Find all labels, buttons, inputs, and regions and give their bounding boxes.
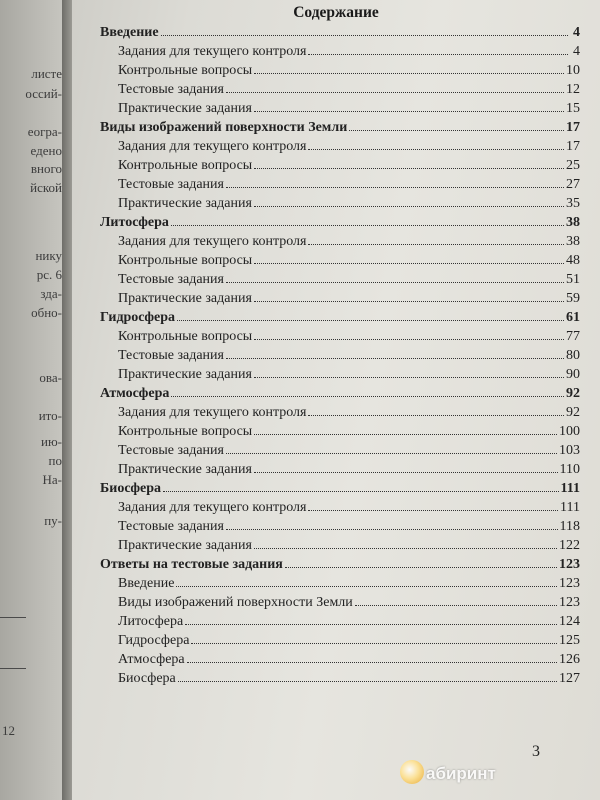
toc-section xyxy=(100,22,580,41)
dot-leader xyxy=(308,54,568,55)
dot-leader xyxy=(308,244,564,245)
toc-entry-page: 92 xyxy=(566,386,580,401)
toc-entry-page: 125 xyxy=(559,633,580,648)
prev-page-text: по xyxy=(48,453,62,468)
toc-entry-page: 61 xyxy=(566,310,580,325)
toc-entry-title: Гидросфера xyxy=(100,310,176,325)
toc-entry-page: 100 xyxy=(559,424,580,439)
toc-entry xyxy=(100,592,580,611)
toc-entry-title: Контрольные вопросы xyxy=(118,424,253,439)
prev-page-rule xyxy=(0,668,26,669)
page-number: 3 xyxy=(532,743,540,760)
dot-leader xyxy=(171,396,564,397)
toc-entry xyxy=(100,497,580,516)
prev-page-text: обно- xyxy=(31,305,62,320)
toc-entry-page: 118 xyxy=(559,519,580,534)
toc-entry-title: Задания для текущего контроля xyxy=(118,44,307,59)
toc-entry xyxy=(100,364,580,383)
toc-entry xyxy=(100,345,580,364)
dot-leader xyxy=(308,415,564,416)
toc-entry xyxy=(100,193,580,212)
dot-leader xyxy=(349,130,564,131)
prev-page-text: ию- xyxy=(41,434,62,449)
toc-entry-page: 51 xyxy=(566,272,580,287)
dot-leader xyxy=(191,643,557,644)
toc-entry xyxy=(100,516,580,535)
toc-entry-title: Практические задания xyxy=(118,367,252,382)
dot-leader xyxy=(163,491,558,492)
toc-entry-title: Виды изображений поверхности Земли xyxy=(118,595,353,610)
prev-page-text: листе xyxy=(31,66,62,81)
prev-page-number: 12 xyxy=(2,723,15,738)
toc-entry xyxy=(100,98,580,117)
toc-entry-page: 92 xyxy=(566,405,580,420)
toc-entry-title: Тестовые задания xyxy=(118,443,224,458)
toc-entry-title: Ответы на тестовые задания xyxy=(100,557,283,572)
dot-leader xyxy=(308,510,558,511)
toc-entry xyxy=(100,60,580,79)
prev-page-text: оссий- xyxy=(25,86,62,101)
toc-entry-page: 12 xyxy=(566,82,580,97)
toc-entry-page: 126 xyxy=(559,652,580,667)
toc-entry-title: Тестовые задания xyxy=(118,519,224,534)
toc-title: Содержание xyxy=(293,4,379,21)
dot-leader xyxy=(177,320,564,321)
toc-entry-title: Задания для текущего контроля xyxy=(118,139,307,154)
dot-leader xyxy=(254,168,564,169)
toc-entry-page: 17 xyxy=(566,120,580,135)
toc-entry-title: Контрольные вопросы xyxy=(118,329,253,344)
dot-leader xyxy=(254,434,557,435)
toc-section xyxy=(100,478,580,497)
toc-entry xyxy=(100,231,580,250)
dot-leader xyxy=(254,111,564,112)
dot-leader xyxy=(254,339,564,340)
toc-entry-title: Атмосфера xyxy=(100,386,170,401)
toc-section xyxy=(100,117,580,136)
toc-entry xyxy=(100,269,580,288)
prev-page-text: ито- xyxy=(38,408,62,423)
toc-entry xyxy=(100,630,580,649)
toc-entry-title: Задания для текущего контроля xyxy=(118,234,307,249)
toc-entry-title: Практические задания xyxy=(118,462,252,477)
toc-entry-title: Введение xyxy=(118,576,175,591)
toc-entry xyxy=(100,136,580,155)
toc-section xyxy=(100,307,580,326)
toc-entry-page: 4 xyxy=(573,44,580,59)
toc-entry-page: 48 xyxy=(566,253,580,268)
toc-entry xyxy=(100,174,580,193)
toc-entry-page: 124 xyxy=(559,614,580,629)
dot-leader xyxy=(226,358,564,359)
toc-entry-title: Тестовые задания xyxy=(118,82,224,97)
toc-entry-title: Контрольные вопросы xyxy=(118,253,253,268)
dot-leader xyxy=(254,263,564,264)
toc-entry-title: Практические задания xyxy=(118,538,252,553)
toc-entry-title: Контрольные вопросы xyxy=(118,63,253,78)
toc-entry xyxy=(100,573,580,592)
toc-entry xyxy=(100,155,580,174)
dot-leader xyxy=(254,472,558,473)
toc-entry xyxy=(100,41,580,60)
dot-leader xyxy=(187,662,557,663)
toc-entry-title: Практические задания xyxy=(118,101,252,116)
dot-leader xyxy=(254,73,564,74)
toc-entry xyxy=(100,535,580,554)
toc-entry xyxy=(100,440,580,459)
dot-leader xyxy=(226,453,557,454)
book-gutter xyxy=(62,0,72,800)
toc-entry xyxy=(100,649,580,668)
toc-entry-page: 59 xyxy=(566,291,580,306)
previous-page-edge xyxy=(0,0,62,800)
toc-entry xyxy=(100,459,580,478)
toc-entry xyxy=(100,611,580,630)
prev-page-text: еогра- xyxy=(27,124,62,139)
toc-entry xyxy=(100,402,580,421)
dot-leader xyxy=(185,624,557,625)
prev-page-text: вного xyxy=(30,161,62,176)
toc-entry-title: Контрольные вопросы xyxy=(118,158,253,173)
toc-section xyxy=(100,383,580,402)
toc-entry-page: 77 xyxy=(566,329,580,344)
dot-leader xyxy=(226,92,564,93)
toc-entry-title: Практические задания xyxy=(118,196,252,211)
dot-leader xyxy=(254,377,564,378)
toc-entry-page: 111 xyxy=(560,500,580,515)
toc-entry-title: Литосфера xyxy=(100,215,169,230)
dot-leader xyxy=(254,548,557,549)
toc-entry xyxy=(100,326,580,345)
toc-entry-page: 10 xyxy=(566,63,580,78)
toc-entry-page: 80 xyxy=(566,348,580,363)
toc-entry-page: 90 xyxy=(566,367,580,382)
prev-page-text: пу- xyxy=(44,513,62,528)
dot-leader xyxy=(285,567,557,568)
dot-leader xyxy=(254,301,564,302)
toc-entry-page: 25 xyxy=(566,158,580,173)
dot-leader xyxy=(355,605,557,606)
toc-entry-title: Биосфера xyxy=(100,481,162,496)
toc-entry xyxy=(100,288,580,307)
prev-page-rule xyxy=(0,617,26,618)
toc-entry-page: 110 xyxy=(559,462,580,477)
toc-entry-page: 4 xyxy=(573,25,580,40)
dot-leader xyxy=(226,187,564,188)
toc-entry xyxy=(100,421,580,440)
prev-page-text: йской xyxy=(30,180,62,195)
book-page xyxy=(72,0,600,800)
watermark: абиринт xyxy=(426,764,496,783)
dot-leader xyxy=(254,206,564,207)
toc-entry-page: 111 xyxy=(560,481,580,496)
toc-entry-page: 15 xyxy=(566,101,580,116)
toc-entry-title: Практические задания xyxy=(118,291,252,306)
toc-entry-title: Тестовые задания xyxy=(118,348,224,363)
toc-entry xyxy=(100,668,580,687)
toc-section xyxy=(100,212,580,231)
toc-entry-page: 122 xyxy=(559,538,580,553)
prev-page-text: На- xyxy=(42,472,62,487)
dot-leader xyxy=(178,681,557,682)
dot-leader xyxy=(171,225,564,226)
prev-page-text: рс. 6 xyxy=(36,267,62,282)
toc-entry-title: Введение xyxy=(100,25,159,40)
toc-entry-title: Задания для текущего контроля xyxy=(118,500,307,515)
labirint-logo-icon xyxy=(400,760,424,784)
toc-entry-title: Атмосфера xyxy=(118,652,185,667)
toc-entry-page: 38 xyxy=(566,234,580,249)
toc-entry-page: 127 xyxy=(559,671,580,686)
toc-entry xyxy=(100,79,580,98)
toc-entry-page: 17 xyxy=(566,139,580,154)
toc-entry-title: Виды изображений поверхности Земли xyxy=(100,120,348,135)
toc-entry-title: Литосфера xyxy=(118,614,184,629)
prev-page-text: нику xyxy=(35,248,62,263)
toc-entry-page: 123 xyxy=(559,557,580,572)
toc-entry-page: 103 xyxy=(559,443,580,458)
toc-entry-title: Тестовые задания xyxy=(118,177,224,192)
toc-entry-title: Тестовые задания xyxy=(118,272,224,287)
toc-section xyxy=(100,554,580,573)
toc-entry-title: Гидросфера xyxy=(118,633,190,648)
dot-leader xyxy=(226,282,564,283)
prev-page-text: зда- xyxy=(40,286,62,301)
toc-entry-page: 123 xyxy=(559,595,580,610)
dot-leader xyxy=(308,149,564,150)
table-of-contents xyxy=(100,22,580,687)
toc-entry-page: 35 xyxy=(566,196,580,211)
toc-entry-page: 38 xyxy=(566,215,580,230)
toc-entry-page: 123 xyxy=(559,576,580,591)
toc-entry-title: Задания для текущего контроля xyxy=(118,405,307,420)
dot-leader xyxy=(161,35,568,36)
toc-entry-page: 27 xyxy=(566,177,580,192)
dot-leader xyxy=(176,586,557,587)
prev-page-text: ова- xyxy=(39,370,62,385)
toc-entry-title: Биосфера xyxy=(118,671,176,686)
prev-page-text: едено xyxy=(30,143,62,158)
dot-leader xyxy=(226,529,558,530)
toc-entry xyxy=(100,250,580,269)
